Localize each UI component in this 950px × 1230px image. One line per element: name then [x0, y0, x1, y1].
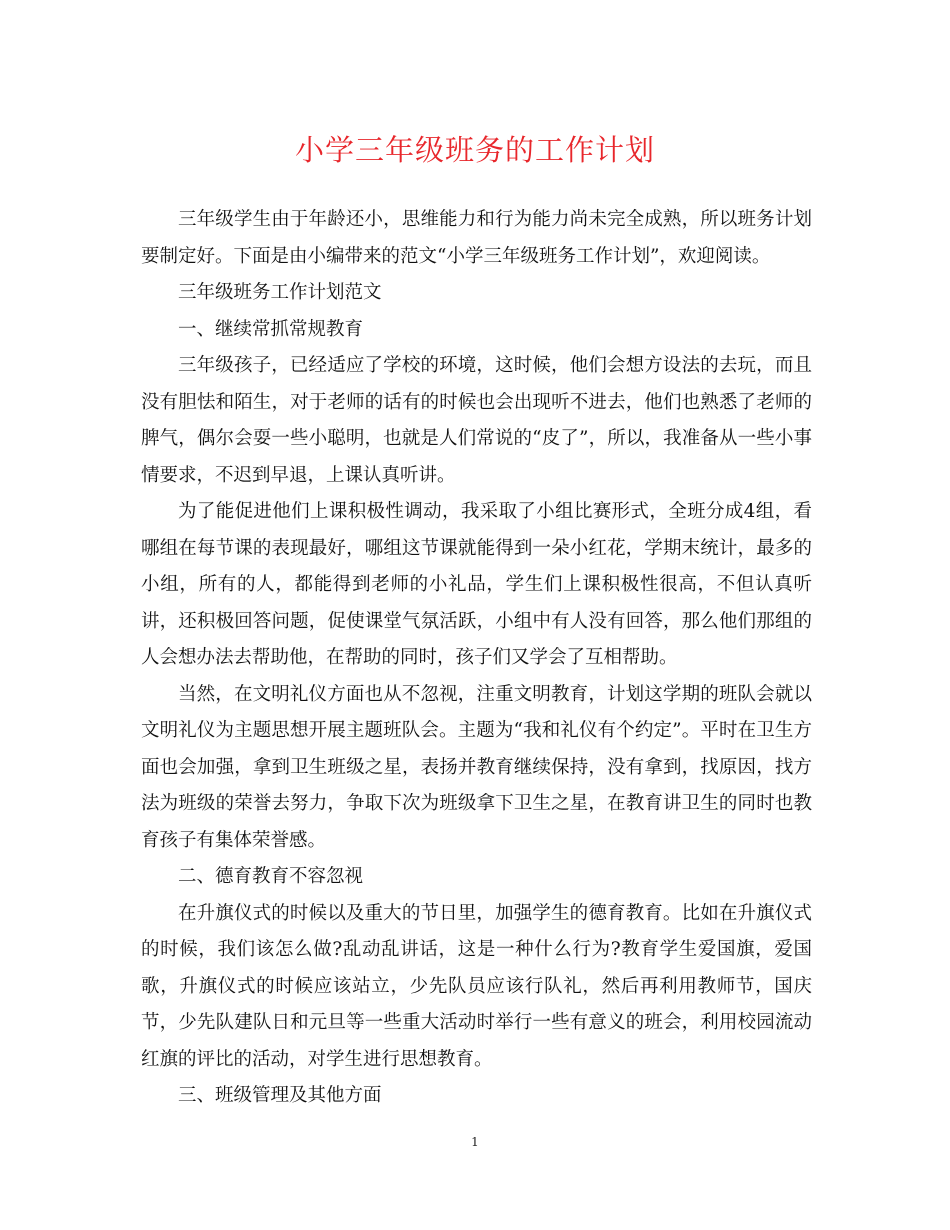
section-one-paragraph-3: 当然，在文明礼仪方面也从不忽视，注重文明教育，计划这学期的班队会就以文明礼仪为主题思想开展主题班队会。主题为“我和礼仪有个约定”。平时在卫生方面也会加强，拿到卫生班级之星，表扬并教育继续保持，没有拿到，找原因，找方法为班级的荣誉去努力，争取下次为班级拿下卫生之星，在教育讲卫生的同时也教育孩子有集体荣誉感。 — [141, 683, 812, 851]
document-body — [141, 202, 812, 1115]
section-one-paragraph-2: 为了能促进他们上课积极性调动，我采取了小组比赛形式，全班分成4组，看哪组在每节课的表现最好，哪组这节课就能得到一朵小红花，学期末统计，最多的小组，所有的人，都能得到老师的小礼品，学生们上课积极性很高，不但认真听讲，还积极回答问题，促使课堂气氛活跃，小组中有人没有回答，那么他们那组的人会想办法去帮助他，在帮助的同时，孩子们又学会了互相帮助。 — [141, 501, 812, 668]
section-three-heading: 三、班级管理及其他方面 — [178, 1085, 382, 1106]
intro-paragraph: 三年级学生由于年龄还小，思维能力和行为能力尚未完全成熟，所以班务计划要制定好。下面是由小编带来的范文“小学三年级班务工作计划”，欢迎阅读。 — [141, 209, 812, 267]
section-two-heading: 二、德育教育不容忽视 — [178, 866, 364, 887]
sample-heading: 三年级班务工作计划范文 — [178, 282, 382, 303]
section-one-heading: 一、继续常抓常规教育 — [178, 318, 364, 340]
section-two-paragraph: 在升旗仪式的时候以及重大的节日里，加强学生的德育教育。比如在升旗仪式的时候，我们该怎么做?乱动乱讲话，这是一种什么行为?教育学生爱国旗，爱国歌，升旗仪式的时候应该站立，少先队员应该行队礼，然后再利用教师节，国庆节，少先队建队日和元旦等一些重大活动时举行一些有意义的班会，利用校园流动红旗的评比的活动，对学生进行思想教育。 — [141, 902, 812, 1070]
page-number: 1 — [471, 1135, 479, 1149]
document-title: 小学三年级班务的工作计划 — [294, 133, 655, 167]
section-one-paragraph-1: 三年级孩子，已经适应了学校的环境，这时候，他们会想方设法的去玩，而且没有胆怯和陌生，对于老师的话有的时候也会出现听不进去，他们也熟悉了老师的脾气，偶尔会耍一些小聪明，也就是人们常说的“皮了”，所以，我准备从一些小事情要求，不迟到早退，上课认真听讲。 — [141, 355, 812, 486]
